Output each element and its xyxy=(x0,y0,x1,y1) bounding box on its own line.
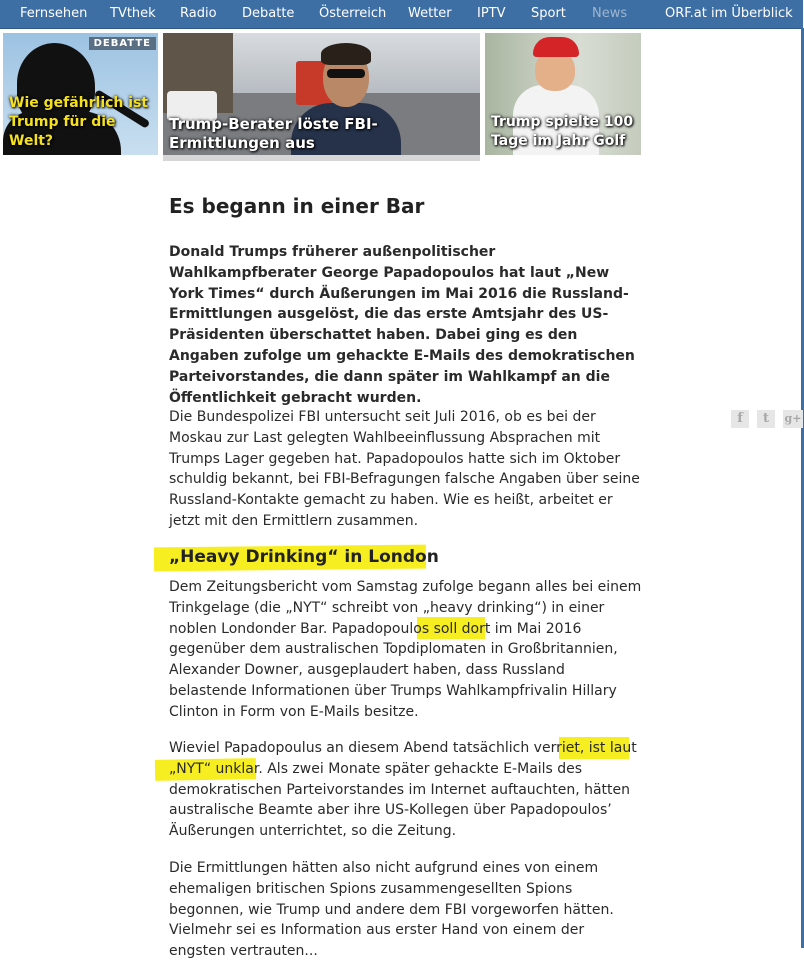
article-paragraph: Dem Zeitungsbericht vom Samstag zufolge begann alles bei einem Trinkgelage (die „NYT“ schreibt von „heavy drinking“) in einer noblen Londonder Bar. Papadopoulos soll dort im Mai 2016 gegenüber dem australischen Topdiplomaten in Großbritannien, Alexander Downer, ausgeplaudert haben, dass Russland belastende Informationen über Trumps Wahlkampfrivalin Hillary Clinton in Form von E-Mails besitze. xyxy=(169,579,642,720)
nav-item-fernsehen[interactable]: Fernsehen xyxy=(20,6,88,21)
nav-item-oesterreich[interactable]: Österreich xyxy=(319,6,387,21)
nav-item-iptv[interactable]: IPTV xyxy=(477,6,506,21)
nav-item-news-active[interactable]: News xyxy=(592,6,628,21)
category-badge: DEBATTE xyxy=(89,37,156,50)
article-paragraph: Die Bundespolizei FBI untersucht seit Juli 2016, ob es bei der Moskau zur Last gelegten Wahlbeeinflussung Absprachen mit Trumps Lager gegeben hat. Papadopoulos hatte sich im Oktober schuldig bekannt, bei FBI-Befragungen falsche Angaben über seine Russland-Kontakte gemacht zu haben. Wie es heißt, arbeitet er jetzt mit den Ermittlern zusammen. xyxy=(169,409,640,529)
teaser-caption-line: Trump für die Welt? xyxy=(9,114,116,149)
article-subheading: „Heavy Drinking“ in London xyxy=(169,547,439,567)
nav-item-tvthek[interactable]: TVthek xyxy=(110,6,156,21)
nav-item-orf-overview[interactable]: ORF.at im Überblick xyxy=(665,6,793,21)
teaser-caption-line: Tage im Jahr Golf xyxy=(491,133,626,149)
googleplus-icon[interactable]: g+ xyxy=(783,410,803,428)
nav-item-debatte[interactable]: Debatte xyxy=(242,6,295,21)
nav-item-radio[interactable]: Radio xyxy=(180,6,217,21)
twitter-icon[interactable]: t xyxy=(757,410,775,428)
article-paragraph: Die Ermittlungen hätten also nicht aufgrund eines von einem ehemaligen britischen Spions zusammengesellten Spions begonnen, wie Trump und andere dem FBI vorgeworfen hätten. Vielmehr sei es Information aus erster Hand von einem der engsten vertrauten... xyxy=(169,860,614,960)
nav-item-wetter[interactable]: Wetter xyxy=(408,6,452,21)
teaser-caption: Trump-Berater löste FBI-Ermittlungen aus xyxy=(169,115,378,152)
article-lead: Donald Trumps früherer außenpolitischer Wahlkampfberater George Papadopoulos hat laut „New York Times“ durch Äußerungen im Mai 2016 die Russland-Ermittlungen ausgelöst, die das erste Amtsjahr des US-Präsidenten überschattet haben. Dabei ging es den Angaben zufolge um gehackte E-Mails des demokratischen Parteivorstandes, die dann später im Wahlkampf an die Öffentlichkeit gebracht wurden. xyxy=(169,244,635,406)
article-headline: Es begann in einer Bar xyxy=(169,194,425,218)
facebook-icon[interactable]: f xyxy=(731,410,749,428)
article-paragraph: Wieviel Papadopoulus an diesem Abend tatsächlich verriet, ist laut „NYT“ unklar. Als zwei Monate später gehackte E-Mails des demokratischen Parteivorstandes im Internet auftauchten, hätten australische Beamte aber ihre US-Kollegen über Papadopoulos’ Äußerungen unterrichtet, so die Zeitung. xyxy=(169,740,637,840)
teaser-caption-line: Wie gefährlich ist xyxy=(9,95,149,111)
teaser-caption-line: Trump spielte 100 xyxy=(491,114,634,130)
nav-item-sport[interactable]: Sport xyxy=(531,6,566,21)
